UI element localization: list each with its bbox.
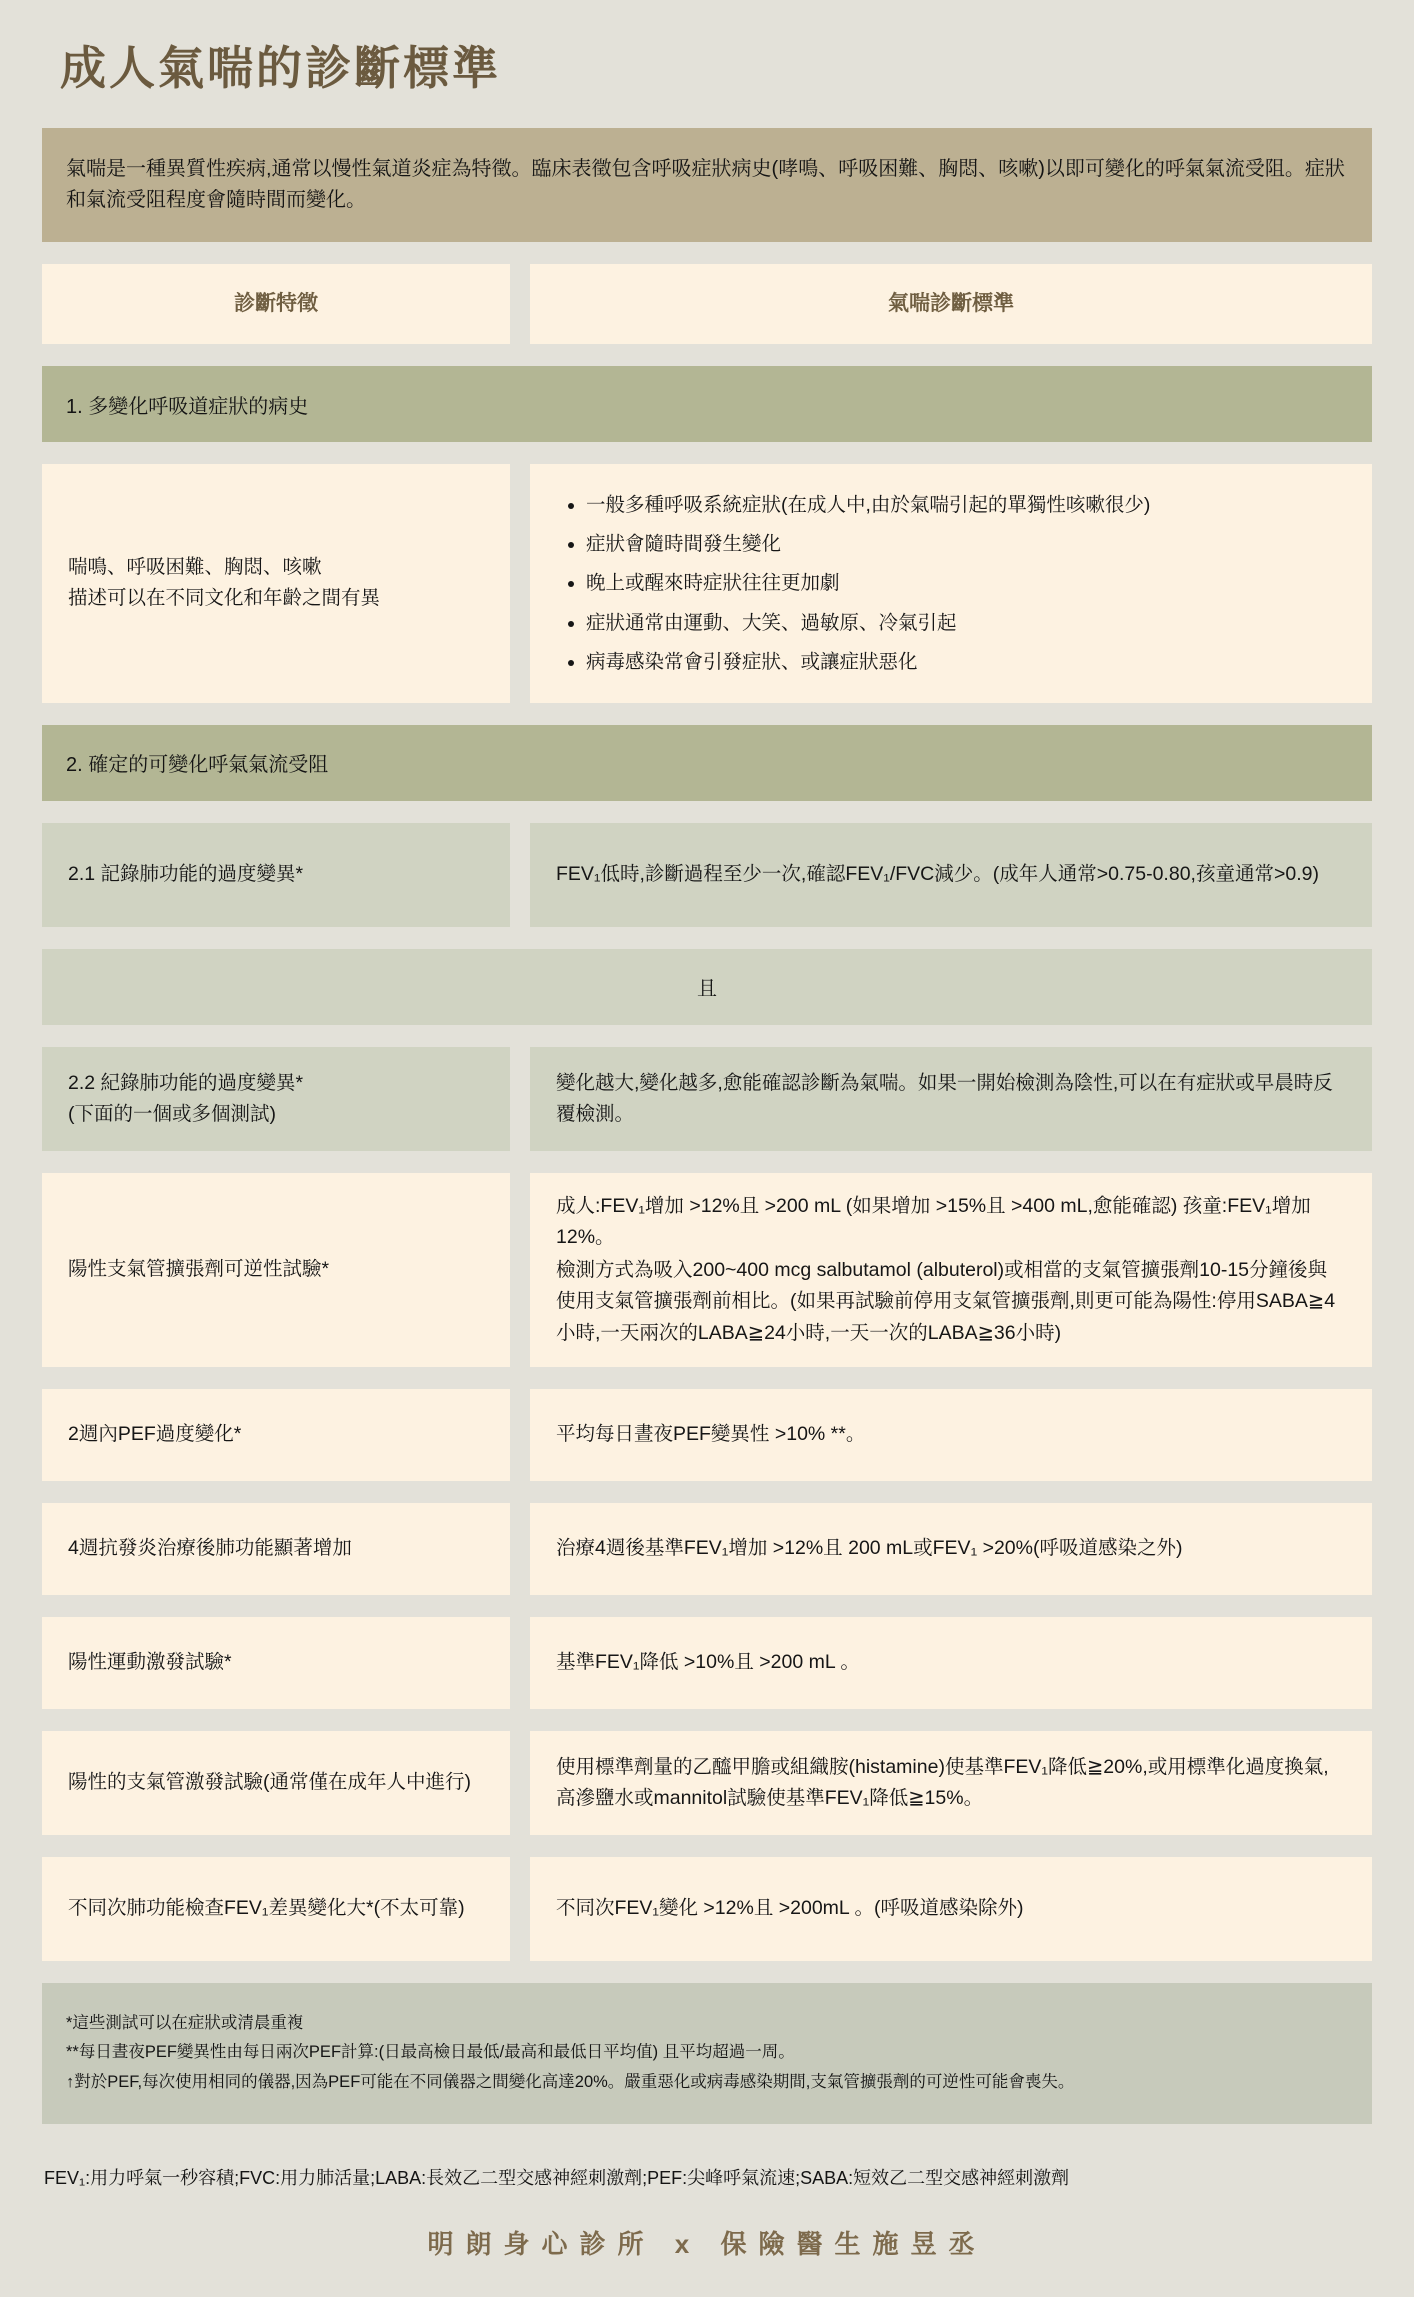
intro-banner <box>42 128 1372 242</box>
challenge-right-cell <box>530 1731 1372 1835</box>
table-row-bronchodilator <box>42 1173 1372 1367</box>
symptoms-left-line1: 喘鳴、呼吸困難、胸悶、咳嗽 <box>68 556 322 579</box>
row-2-1-right-text: FEV₁低時,診斷過程至少一次,確認FEV₁/FVC減少。(成年人通常>0.75-0.80,孩童通常>0.9) <box>556 863 1319 886</box>
row-2-2-left-cell <box>42 1047 510 1151</box>
row-2-1-left-cell <box>42 823 510 927</box>
symptoms-left-cell <box>42 464 510 703</box>
pef-left-text: 2週內PEF過度變化* <box>68 1423 242 1446</box>
column-header-asthma-criteria: 氣喘診斷標準 <box>530 264 1372 344</box>
table-header-row <box>42 264 1372 344</box>
table-row-2-2 <box>42 1047 1372 1151</box>
variation-right-cell <box>530 1857 1372 1961</box>
bronchodilator-right-paragraph-1: 成人:FEV₁增加 >12%且 >200 mL (如果增加 >15%且 >400 mL,愈能確認) 孩童:FEV₁增加12%。 <box>556 1194 1311 1249</box>
exercise-right-cell <box>530 1617 1372 1709</box>
exercise-left-cell <box>42 1617 510 1709</box>
section-2-title: 2. 確定的可變化呼氣氣流受阻 <box>66 754 329 777</box>
symptom-bullet: • 症狀會隨時間發生變化 <box>586 528 1346 560</box>
section-1-band <box>42 366 1372 442</box>
pef-right-text: 平均每日晝夜PEF變異性 >10% **。 <box>556 1423 866 1446</box>
abbreviations-line <box>42 2164 1372 2190</box>
symptoms-bullet-list <box>556 482 1346 685</box>
footnote-line-2: **每日晝夜PEF變異性由每日兩次PEF計算:(日最高檢日最低/最高和最低日平均值) 且平均超過一周。 <box>66 2043 795 2062</box>
variation-left-text: 不同次肺功能檢查FEV₁差異變化大*(不太可靠) <box>68 1897 465 1920</box>
symptom-bullet: • 症狀通常由運動、大笑、過敏原、冷氣引起 <box>586 607 1346 639</box>
exercise-left-text: 陽性運動激發試驗* <box>68 1651 232 1674</box>
column-header-diagnostic-features: 診斷特徵 <box>42 264 510 344</box>
4week-right-text: 治療4週後基準FEV₁增加 >12%且 200 mL或FEV₁ >20%(呼吸道感染之外) <box>556 1537 1183 1560</box>
symptoms-right-cell <box>530 464 1372 703</box>
challenge-right-text: 使用標準劑量的乙醯甲膽或組織胺(histamine)使基準FEV₁降低≧20%,或用標準化過度換氣,高滲鹽水或mannitol試驗使基準FEV₁降低≧15%。 <box>556 1755 1329 1809</box>
section-1-title: 1. 多變化呼吸道症狀的病史 <box>66 395 309 418</box>
row-2-1-right-cell <box>530 823 1372 927</box>
row-2-2-left-line2: (下面的一個或多個測試) <box>68 1102 276 1125</box>
table-row-symptoms <box>42 464 1372 703</box>
variation-left-cell <box>42 1857 510 1961</box>
bronchodilator-left-cell <box>42 1173 510 1367</box>
row-2-2-right-cell <box>530 1047 1372 1151</box>
bronchodilator-right-paragraph-2: 檢測方式為吸入200~400 mcg salbutamol (albuterol)或相當的支氣管擴張劑10-15分鐘後與使用支氣管擴張劑前相比。(如果再試驗前停用支氣管擴張劑,則更可能為陽性:停用SABA≧4小時,一天兩次的LABA≧24小時,一天一次的LABA≧36小時) <box>556 1259 1336 1344</box>
and-connector-band <box>42 949 1372 1025</box>
abbreviations-text: FEV₁:用力呼氣一秒容積;FVC:用力肺活量;LABA:長效乙二型交感神經刺激劑;PEF:尖峰呼氣流速;SABA:短效乙二型交感神經刺激劑 <box>44 2167 1070 2188</box>
table-row-exercise <box>42 1617 1372 1709</box>
row-2-2-right-text: 變化越大,變化越多,愈能確認診斷為氣喘。如果一開始檢測為陰性,可以在有症狀或早晨時反覆檢測。 <box>556 1071 1333 1125</box>
symptoms-left-line2: 描述可以在不同文化和年齡之間有異 <box>68 587 381 610</box>
row-2-1-left-text: 2.1 記錄肺功能的過度變異* <box>68 863 304 886</box>
symptom-bullet: • 一般多種呼吸系統症狀(在成人中,由於氣喘引起的單獨性咳嗽很少) <box>586 489 1346 521</box>
pef-left-cell <box>42 1389 510 1481</box>
section-2-band <box>42 725 1372 801</box>
page-title: 成人氣喘的診斷標準 <box>60 42 501 94</box>
exercise-right-text: 基準FEV₁降低 >10%且 >200 mL 。 <box>556 1651 860 1674</box>
and-text: 且 <box>697 978 717 1001</box>
table-row-challenge <box>42 1731 1372 1835</box>
footnotes-band <box>42 1983 1372 2124</box>
intro-text: 氣喘是一種異質性疾病,通常以慢性氣道炎症為特徵。臨床表徵包含呼吸症狀病史(哮鳴、呼吸困難、胸悶、咳嗽)以即可變化的呼氣氣流受阻。症狀和氣流受阻程度會隨時間而變化。 <box>66 158 1345 211</box>
pef-right-cell <box>530 1389 1372 1481</box>
symptom-bullet: • 晚上或醒來時症狀往往更加劇 <box>586 567 1346 599</box>
table-row-variation <box>42 1857 1372 1961</box>
bronchodilator-right-cell <box>530 1173 1372 1367</box>
brand-text: 明朗身心診所 x 保險醫生施昱丞 <box>427 2228 987 2259</box>
challenge-left-cell <box>42 1731 510 1835</box>
row-2-2-left-line1: 2.2 紀錄肺功能的過度變異* <box>68 1071 304 1094</box>
4week-right-cell <box>530 1503 1372 1595</box>
4week-left-cell <box>42 1503 510 1595</box>
footnote-line-3: ↑對於PEF,每次使用相同的儀器,因為PEF可能在不同儀器之間變化高達20%。嚴重惡化或病毒感染期間,支氣管擴張劑的可逆性可能會喪失。 <box>66 2073 1075 2092</box>
table-row-2-1 <box>42 823 1372 927</box>
table-row-pef <box>42 1389 1372 1481</box>
clinic-brand-footer <box>42 2224 1372 2261</box>
footnote-line-1: *這些測試可以在症狀或清晨重複 <box>66 2013 304 2032</box>
variation-right-text: 不同次FEV₁變化 >12%且 >200mL 。(呼吸道感染除外) <box>556 1897 1024 1920</box>
bronchodilator-left-text: 陽性支氣管擴張劑可逆性試驗* <box>68 1258 330 1281</box>
challenge-left-text: 陽性的支氣管激發試驗(通常僅在成年人中進行) <box>68 1771 471 1794</box>
symptom-bullet: • 病毒感染常會引發症狀、或讓症狀惡化 <box>586 646 1346 678</box>
table-row-4week <box>42 1503 1372 1595</box>
4week-left-text: 4週抗發炎治療後肺功能顯著增加 <box>68 1537 352 1560</box>
